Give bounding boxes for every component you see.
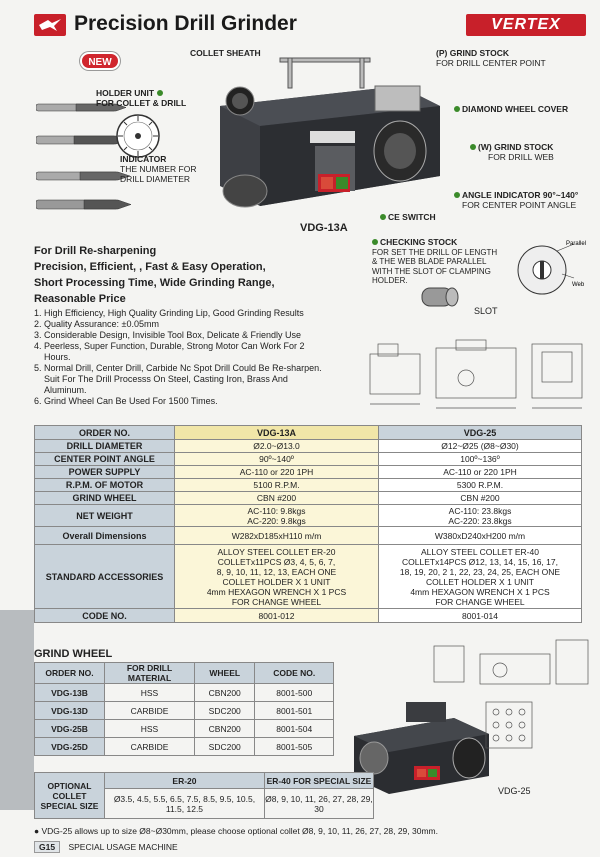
feature-item: 6. Grind Wheel Can Be Used For 1500 Times. (34, 396, 218, 406)
table-row: R.P.M. OF MOTOR 5100 R.P.M. 5300 R.P.M. (35, 479, 582, 492)
callout-grind-stock-web: (W) GRIND STOCK FOR DRILL WEB (470, 142, 554, 162)
callout-collet-sheath: COLLET SHEATH (190, 48, 261, 58)
feature-item: 4. Peerless, Super Function, Durable, Strong Motor Can Work For 2 (34, 341, 305, 351)
callout-diamond-wheel-cover: DIAMOND WHEEL COVER (454, 104, 568, 114)
callout-grind-stock-point: (P) GRIND STOCK FOR DRILL CENTER POINT (436, 48, 546, 68)
table-row: NET WEIGHT AC-110: 9.8kgs AC-220: 9.8kgs AC-110: 23.8kgs AC-220: 23.8kgs (35, 505, 582, 527)
parallel-label: Parallel (566, 241, 587, 247)
callout-ce-switch: CE SWITCH (380, 212, 436, 222)
feature-item: 3. Considerable Design, Invisible Tool Box, Delicate & Friendly Use (34, 330, 301, 340)
model-label: VDG-13A (300, 222, 348, 234)
spec-header-order: ORDER NO. (35, 426, 175, 440)
technical-drawings (366, 334, 590, 420)
spec-table (34, 425, 582, 623)
bird-logo-icon (34, 14, 66, 36)
page-header (34, 12, 594, 42)
web-label: Web (572, 282, 585, 288)
features-title: For Drill Re-sharpening Precision, Efficient, , Fast & Easy Operation, Short Processing Time, Wide Grinding Range, Reasonable Price (34, 245, 275, 305)
checking-stock-note: CHECKING STOCK FOR SET THE DRILL OF LENGTH & THE WEB BLADE PARALLEL WITH THE SLOT OF CLAMPING HOLDER. (372, 237, 498, 285)
table-row: DRILL DIAMETER Ø2.0~Ø13.0 Ø12~Ø25 (Ø8~Ø30) (35, 440, 582, 453)
page-footer (34, 842, 178, 852)
slot-collet-icon (418, 282, 468, 312)
callout-indicator: INDICATOR THE NUMBER FOR DRILL DIAMETER (120, 154, 197, 184)
vdg-25-label: VDG-25 (498, 786, 531, 796)
table-row: POWER SUPPLY AC-110 or 220 1PH AC-110 or 220 1PH (35, 466, 582, 479)
table-row: VDG-25D CARBIDE SDC200 8001-505 (35, 738, 334, 756)
side-tab-strip (0, 610, 34, 810)
table-row: VDG-13B HSS CBN200 8001-500 (35, 684, 334, 702)
indicator-dial-icon (114, 112, 162, 160)
slot-label: SLOT (474, 306, 498, 316)
new-badge: NEW (80, 52, 120, 70)
feature-item: Suit For The Drill Processs On Steel, Casting Iron, Brass And (44, 374, 288, 384)
grind-wheel-table: ORDER NO. FOR DRILL MATERIAL WHEEL CODE NO. VDG-13B HSS CBN200 8001-500 VDG-13D CARBIDE SDC200 8001-501 VDG-25B HSS CBN200 8001-504 VDG-25D CARBIDE SDC200 8001-505 (34, 662, 334, 756)
vdg-25-drawings (430, 636, 592, 776)
page-title: Precision Drill Grinder (74, 12, 297, 35)
spec-header-vdg25: VDG-25 (379, 426, 582, 440)
table-row: VDG-25B HSS CBN200 8001-504 (35, 720, 334, 738)
vdg-13a-machine-photo (200, 56, 450, 226)
table-row: VDG-13D CARBIDE SDC200 8001-501 (35, 702, 334, 720)
spec-header-vdg13a: VDG-13A (175, 426, 379, 440)
feature-item: Hours. (44, 352, 71, 362)
feature-item: 5. Normal Drill, Center Drill, Carbide Nc Spot Drill Could Be Re-sharpen. (34, 363, 322, 373)
optional-collet-table: OPTIONAL COLLET SPECIAL SIZE ER-20 ER-40 FOR SPECIAL SIZE Ø3.5, 4.5, 5.5, 6.5, 7.5, 8.5, 9.5, 10.5, 11.5, 12.5 Ø8, 9, 10, 11, 26, 27, 28, 29, 30 (34, 772, 374, 819)
callout-angle-indicator: ANGLE INDICATOR 90°~140° FOR CENTER POINT ANGLE (454, 190, 578, 210)
feature-item: Aluminum. (44, 385, 87, 395)
table-row: STANDARD ACCESSORIES ALLOY STEEL COLLET ER-20 COLLETx11PCS Ø3, 4, 5, 6, 7, 8, 9, 10, 11, 12, 13, EACH ONE COLLET HOLDER X 1 UNIT 4mm HEXAGON WRENCH X 1 PCS FOR CHANGE WHEEL ALLOY STEEL COLLET ER-40 COLLETx14PCS Ø12, 13, 14, 15, 16, 17, 18, 19, 20, 2 1, 22, 23, 24, 25, EACH ONE COLLET HOLDER X 1 UNIT 4mm HEXAGON WRENCH X 1 PCS FOR CHANGE WHEEL (35, 545, 582, 609)
table-row: Overall Dimensions W282xD185xH110 m/m W380xD240xH200 m/m (35, 527, 582, 545)
page-number: G15 (34, 841, 60, 853)
features-list (34, 308, 374, 407)
table-row: Ø3.5, 4.5, 5.5, 6.5, 7.5, 8.5, 9.5, 10.5, 11.5, 12.5 Ø8, 9, 10, 11, 26, 27, 28, 29, 30 (35, 789, 374, 819)
brand-logo: VERTEX (466, 14, 586, 36)
table-row: GRIND WHEEL CBN #200 CBN #200 (35, 492, 582, 505)
feature-item: 2. Quality Assurance: ±0.05mm (34, 319, 159, 329)
checking-stock-diagram (512, 236, 588, 298)
footnote: ● VDG-25 allows up to size Ø8~Ø30mm, please choose optional collet Ø8, 9, 10, 11, 26, 27, 28, 29, 30mm. (34, 826, 438, 836)
section-name: SPECIAL USAGE MACHINE (68, 842, 178, 852)
table-row: CENTER POINT ANGLE 90º~140º 100º~136º (35, 453, 582, 466)
table-row: CODE NO. 8001-012 8001-014 (35, 609, 582, 623)
grind-wheel-title: GRIND WHEEL (34, 648, 113, 660)
callout-holder-unit: HOLDER UNIT FOR COLLET & DRILL (96, 88, 187, 108)
feature-item: 1. High Efficiency, High Quality Grinding Lip, Good Grinding Results (34, 308, 304, 318)
